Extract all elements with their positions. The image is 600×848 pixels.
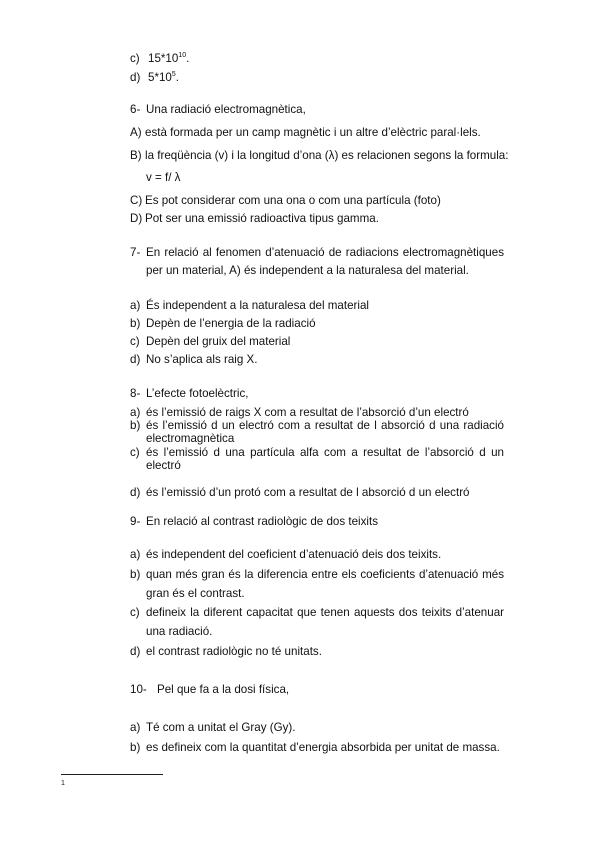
option-text-continued: gran és el contrast.	[146, 587, 245, 600]
option-label: d)	[130, 353, 141, 366]
option-label: c)	[130, 52, 140, 65]
option-label: b)	[130, 317, 141, 330]
option-text: Depèn del gruix del material	[146, 335, 291, 348]
option-text: és l’emissió de raigs X com a resultat de l’absorció d’un electró	[146, 406, 469, 419]
question-number: 9-	[130, 515, 141, 528]
option-text: És independent a la naturalesa del material	[146, 299, 370, 312]
option-text: Pot ser una emissió radioactiva tipus gamma.	[145, 212, 379, 225]
option-text: el contrast radiològic no té unitats.	[146, 645, 322, 658]
question-stem: Una radiació electromagnètica,	[146, 103, 306, 116]
option-label: b)	[130, 419, 141, 432]
option-text: és l’emissió d’un protó com a resultat de l absorció d un electró	[146, 486, 470, 499]
option-text: és independent del coeficient d’atenuació deis dos teixits.	[146, 548, 442, 561]
option-text: està formada per un camp magnètic i un altre d’elèctric paral·lels.	[145, 126, 481, 139]
option-label: d)	[130, 71, 141, 84]
formula: v = f/ λ	[146, 171, 181, 184]
option-text-continued: electromagnètica	[146, 432, 235, 445]
option-label: D)	[130, 212, 143, 225]
option-label: b)	[130, 568, 141, 581]
footnote-number: 1	[61, 780, 65, 787]
option-label: a)	[130, 721, 141, 734]
question-stem-continued: per un material, A) és independent a la naturalesa del material.	[146, 264, 469, 277]
option-text: Depèn de l’energia de la radiació	[146, 317, 316, 330]
option-label: c)	[130, 606, 140, 619]
question-stem: En relació al contrast radiològic de dos teixits	[146, 515, 378, 528]
option-label: c)	[130, 446, 140, 459]
option-label: d)	[130, 486, 141, 499]
question-stem: Pel que fa a la dosi física,	[157, 683, 290, 696]
option-text-continued: una radiació.	[146, 625, 213, 638]
option-text: No s’aplica als raig X.	[146, 353, 258, 366]
option-text: defineix la diferent capacitat que tenen aquests dos teixits d’atenuar	[146, 606, 504, 619]
option-text: Té com a unitat el Gray (Gy).	[146, 721, 296, 734]
option-text: és l’emissió d un electró com a resultat de l absorció d una radiació	[146, 419, 504, 432]
option-label: C)	[130, 194, 143, 207]
option-label: a)	[130, 548, 141, 561]
option-text: la freqüència (v) i la longitud d’ona (λ) es relacionen segons la formula:	[145, 149, 509, 162]
option-text: és l’emissió d una partícula alfa com a resultat de l’absorció d un	[146, 446, 504, 459]
option-label: d)	[130, 645, 141, 658]
option-label: c)	[130, 335, 140, 348]
option-text: $15*10^{10}$.	[148, 52, 190, 65]
option-label: B)	[130, 149, 142, 162]
question-stem: L’efecte fotoelèctric,	[146, 387, 249, 400]
question-number: 8-	[130, 387, 141, 400]
option-text: quan més gran és la diferencia entre els coeficients d’atenuació més	[146, 568, 504, 581]
option-label: b)	[130, 741, 141, 754]
option-text: Es pot considerar com una ona o com una partícula (foto)	[145, 194, 441, 207]
question-number: 6-	[130, 103, 141, 116]
option-text-continued: electró	[146, 459, 181, 472]
option-label: a)	[130, 299, 141, 312]
question-stem: En relació al fenomen d’atenuació de radiacions electromagnètiques	[146, 246, 504, 259]
question-number: 7-	[130, 246, 141, 259]
question-number: 10-	[130, 683, 147, 696]
option-text: es defineix com la quantitat d’energia absorbida per unitat de massa.	[146, 741, 500, 754]
footnote-separator	[61, 774, 163, 775]
option-label: A)	[130, 126, 142, 139]
option-text: $5*10^5$.	[148, 71, 179, 84]
option-label: a)	[130, 406, 141, 419]
